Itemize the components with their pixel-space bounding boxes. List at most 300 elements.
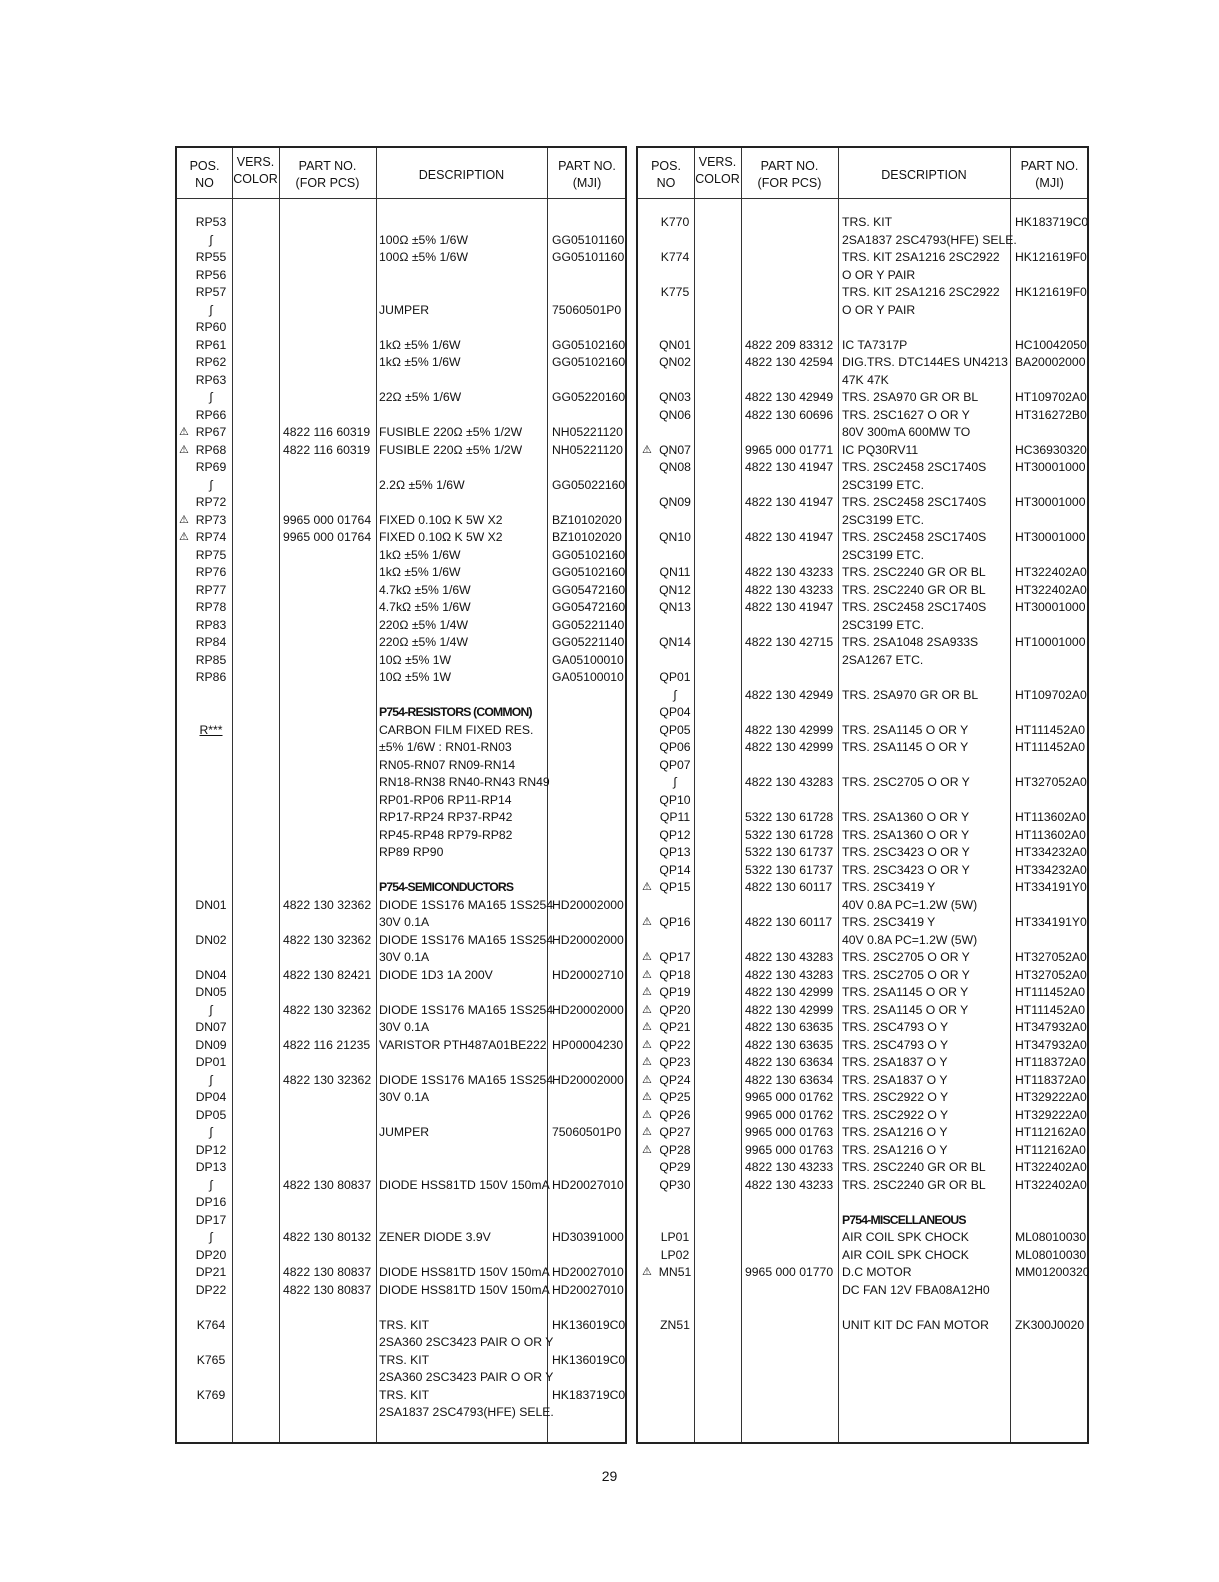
pos-cell: QP04: [659, 705, 691, 719]
pos-cell: ∫: [209, 1177, 213, 1192]
part-no-mji-cell: HD20027010: [552, 1265, 624, 1279]
part-no-mji-cell: HC36930320: [1015, 442, 1087, 457]
part-no-mji-cell: ML08010030: [1015, 1247, 1087, 1262]
table-row: [177, 407, 625, 425]
part-no-cell: 4822 116 60319: [283, 442, 371, 457]
part-no-cell: 5322 130 61728: [745, 827, 834, 842]
pos-cell: QN10: [659, 530, 691, 544]
table-row: [638, 547, 1087, 565]
table-row: [177, 1124, 625, 1142]
part-no-cell: 4822 130 42999: [745, 1002, 834, 1017]
pos-cell: RP78: [195, 600, 227, 614]
part-no-mji-cell: HK121619F0: [1015, 285, 1087, 299]
description-cell: TRS. 2SC3423 O OR Y: [842, 845, 970, 859]
description-cell: DIG.TRS. DTC144ES UN4213: [842, 355, 1008, 369]
warning-icon: ⚠: [179, 426, 189, 438]
part-no-cell: 5322 130 61737: [745, 862, 834, 877]
description-cell: TRS. 2SA1145 O OR Y: [842, 722, 969, 737]
table-row: [177, 337, 625, 355]
table-row: [638, 704, 1087, 722]
part-no-mji-cell: HT30001000: [1015, 600, 1086, 614]
pos-cell: DP12: [195, 1142, 227, 1157]
description-cell: 2SA360 2SC3423 PAIR O OR Y: [379, 1370, 554, 1384]
table-row: [638, 529, 1087, 547]
part-no-mji-cell: HK183719C0: [1015, 215, 1089, 229]
table-row: [638, 1247, 1087, 1265]
description-cell: RN05-RN07 RN09-RN14: [379, 757, 516, 772]
pos-cell: ∫: [209, 477, 213, 492]
description-cell: 100Ω ±5% 1/6W: [379, 250, 468, 264]
description-cell: TRS. 2SA1145 O OR Y: [842, 985, 969, 999]
description-cell: RN18-RN38 RN40-RN43 RN49: [379, 775, 550, 789]
table-row: [638, 1089, 1087, 1107]
table-row: [638, 477, 1087, 495]
table-row: [177, 1037, 625, 1055]
part-no-mji-cell: HT30001000: [1015, 530, 1086, 544]
pos-cell: K774: [660, 250, 690, 264]
table-row: [177, 984, 625, 1002]
pos-cell: ∫: [673, 775, 677, 789]
description-cell: TRS. 2SA1837 O Y: [842, 1072, 948, 1087]
description-cell: TRS. 2SC2240 GR OR BL: [842, 582, 986, 597]
pos-cell: RP61: [195, 337, 227, 352]
table-row: [177, 669, 625, 687]
pos-cell: QP18: [659, 967, 691, 982]
part-no-mji-cell: HK121619F0: [1015, 250, 1087, 264]
part-no-mji-cell: GG05102160: [552, 355, 626, 369]
table-row: [638, 722, 1087, 740]
pos-cell: QP25: [659, 1090, 691, 1104]
table-row: [177, 1212, 625, 1230]
pos-cell: QP16: [659, 915, 691, 929]
description-cell: CARBON FILM FIXED RES.: [379, 722, 534, 737]
description-cell: TRS. 2SC2458 2SC1740S: [842, 600, 987, 614]
table-row: [177, 1054, 625, 1072]
part-no-cell: 4822 130 43233: [745, 582, 834, 597]
table-row: [638, 1212, 1087, 1230]
pos-cell: ∫: [673, 687, 677, 702]
table-row: [177, 494, 625, 512]
pos-cell: RP57: [195, 285, 227, 299]
table-row: [177, 1247, 625, 1265]
table-row: [638, 372, 1087, 390]
pos-cell: QN13: [659, 600, 691, 614]
description-cell: RP45-RP48 RP79-RP82: [379, 827, 513, 842]
warning-icon: ⚠: [642, 881, 652, 893]
table-row: [177, 757, 625, 775]
description-cell: TRS. 2SC2458 2SC1740S: [842, 495, 987, 509]
table-row: [177, 879, 625, 897]
description-cell: UNIT KIT DC FAN MOTOR: [842, 1317, 989, 1332]
part-no-cell: 4822 130 32362: [283, 1002, 372, 1017]
table-row: [638, 932, 1087, 950]
pos-cell: QP11: [659, 810, 691, 824]
table-row: [638, 599, 1087, 617]
pos-cell: QP22: [659, 1037, 691, 1052]
part-no-mji-cell: BZ10102020: [552, 512, 622, 527]
part-no-mji-cell: ML08010030: [1015, 1230, 1087, 1244]
pos-cell: K765: [196, 1352, 226, 1367]
warning-icon: ⚠: [642, 1056, 652, 1068]
description-cell: 2SA1267 ETC.: [842, 652, 924, 667]
pos-cell: RP63: [195, 372, 227, 387]
part-no-cell: 4822 130 42999: [745, 722, 834, 737]
description-cell: TRS. 2SA1837 O Y: [842, 1055, 948, 1069]
table-row: [177, 1282, 625, 1300]
pos-cell: DP05: [195, 1107, 227, 1122]
part-no-cell: 9965 000 01764: [283, 530, 372, 544]
pos-cell: RP53: [195, 215, 227, 229]
part-no-mji-cell: HC10042050: [1015, 337, 1087, 352]
pos-cell: QP12: [659, 827, 691, 842]
pos-cell: RP55: [195, 250, 227, 264]
part-no-mji-cell: HT111452A0: [1015, 1002, 1086, 1017]
table-row: [177, 722, 625, 740]
table-row: [177, 862, 625, 880]
table-row: [638, 267, 1087, 285]
parts-table-right: [636, 146, 1089, 1444]
description-cell: RP17-RP24 RP37-RP42: [379, 810, 513, 824]
part-no-mji-cell: GA05100010: [552, 670, 624, 684]
table-row: [638, 879, 1087, 897]
table-row: [177, 1177, 625, 1195]
part-no-mji-cell: GG05220160: [552, 390, 626, 404]
part-no-mji-cell: HT322402A0: [1015, 1160, 1087, 1174]
header-part-no-mji: PART NO. (MJI): [1020, 159, 1079, 190]
pos-cell: RP86: [195, 670, 227, 684]
part-no-cell: 9965 000 01763: [745, 1125, 834, 1139]
description-cell: AIR COIL SPK CHOCK: [842, 1230, 969, 1244]
description-cell: DIODE 1SS176 MA165 1SS254: [379, 932, 554, 947]
table-row: [177, 704, 625, 722]
pos-cell: RP85: [195, 652, 227, 667]
description-cell: 220Ω ±5% 1/4W: [379, 635, 468, 649]
table-row: [177, 599, 625, 617]
table-row: [638, 809, 1087, 827]
pos-cell: DP21: [195, 1265, 227, 1279]
table-row: [638, 389, 1087, 407]
table-row: [638, 914, 1087, 932]
table-row: [177, 529, 625, 547]
part-no-mji-cell: GA05100010: [552, 652, 624, 667]
table-row: [638, 844, 1087, 862]
description-cell: JUMPER: [379, 1125, 430, 1139]
part-no-mji-cell: HD20002000: [552, 1072, 624, 1087]
description-cell: DIODE 1SS176 MA165 1SS254: [379, 897, 554, 912]
pos-cell: QP29: [659, 1160, 691, 1174]
part-no-mji-cell: HT113602A0: [1015, 810, 1086, 824]
part-no-cell: 4822 116 21235: [283, 1037, 371, 1052]
part-no-mji-cell: HT329222A0: [1015, 1090, 1087, 1104]
description-cell: P754-MISCELLANEOUS: [842, 1212, 966, 1227]
pos-cell: K764: [196, 1317, 226, 1332]
description-cell: TRS. 2SA1048 2SA933S: [842, 635, 979, 649]
part-no-mji-cell: BZ10102020: [552, 530, 622, 544]
part-no-cell: 4822 130 42999: [745, 985, 834, 999]
part-no-mji-cell: 75060501P0: [552, 1125, 622, 1139]
description-cell: FUSIBLE 220Ω ±5% 1/2W: [379, 425, 523, 439]
warning-icon: ⚠: [642, 1073, 652, 1086]
description-cell: DC FAN 12V FBA08A12H0: [842, 1282, 990, 1297]
description-cell: RP89 RP90: [379, 845, 444, 859]
part-no-mji-cell: GG05472160: [552, 600, 626, 614]
part-no-mji-cell: HT109702A0: [1015, 390, 1087, 404]
part-no-mji-cell: GG05221140: [552, 635, 625, 649]
pos-cell: QP07: [659, 757, 691, 772]
description-cell: 30V 0.1A: [379, 1020, 430, 1034]
table-row: [177, 547, 625, 565]
table-row: [638, 984, 1087, 1002]
part-no-mji-cell: 75060501P0: [552, 302, 622, 317]
table-row: [638, 337, 1087, 355]
table-row: [638, 512, 1087, 530]
pos-cell: K775: [660, 285, 690, 299]
part-no-mji-cell: NH05221120: [552, 425, 623, 439]
part-no-cell: 9965 000 01762: [745, 1107, 834, 1122]
table-row: [177, 652, 625, 670]
part-no-mji-cell: HT347932A0: [1015, 1020, 1087, 1034]
description-cell: 30V 0.1A: [379, 915, 430, 929]
pos-cell: LP02: [660, 1247, 690, 1262]
description-cell: TRS. 2SC2240 GR OR BL: [842, 1177, 986, 1192]
description-cell: P754-RESISTORS (COMMON): [379, 705, 532, 719]
part-no-mji-cell: HD20002000: [552, 932, 624, 947]
description-cell: 220Ω ±5% 1/4W: [379, 617, 468, 632]
table-row: [177, 354, 625, 372]
description-cell: TRS. 2SA1145 O OR Y: [842, 1002, 969, 1017]
table-row: [638, 1124, 1087, 1142]
pos-cell: ∫: [209, 1230, 213, 1244]
pos-cell: QN02: [659, 355, 691, 369]
table-row: [177, 564, 625, 582]
header-pos-no: POS. NO: [189, 159, 220, 190]
table-row: [638, 1072, 1087, 1090]
pos-cell: RP56: [195, 267, 227, 282]
part-no-mji-cell: GG05472160: [552, 582, 626, 597]
part-no-mji-cell: HD20002000: [552, 1002, 624, 1017]
description-cell: TRS. 2SC3419 Y: [842, 915, 936, 929]
table-row: [638, 424, 1087, 442]
header-description: DESCRIPTION: [881, 167, 967, 182]
pos-cell: DN09: [195, 1037, 227, 1052]
table-row: [177, 372, 625, 390]
description-cell: D.C MOTOR: [842, 1265, 912, 1279]
table-row: [638, 302, 1087, 320]
description-cell: 100Ω ±5% 1/6W: [379, 232, 468, 247]
pos-cell: MN51: [658, 1265, 692, 1279]
part-no-mji-cell: HT111452A0: [1015, 722, 1086, 737]
part-no-mji-cell: HK136019C0: [552, 1317, 626, 1332]
description-cell: TRS. 2SA1360 O OR Y: [842, 827, 970, 842]
part-no-cell: 9965 000 01770: [745, 1265, 834, 1279]
table-row: [177, 459, 625, 477]
table-row: [177, 214, 625, 232]
description-cell: FIXED 0.10Ω K 5W X2: [379, 512, 503, 527]
table-row: [177, 792, 625, 810]
pos-cell: QP30: [659, 1177, 691, 1192]
description-cell: 40V 0.8A PC=1.2W (5W): [842, 932, 978, 947]
table-row: [638, 1317, 1087, 1335]
warning-icon: ⚠: [642, 1021, 652, 1033]
header-description: DESCRIPTION: [418, 167, 505, 182]
table-row: [177, 1264, 625, 1282]
description-cell: TRS. 2SC2240 GR OR BL: [842, 1160, 986, 1174]
description-cell: 30V 0.1A: [379, 1090, 430, 1104]
description-cell: DIODE HSS81TD 150V 150mA: [379, 1265, 550, 1279]
header-vers-color: VERS. COLOR: [695, 155, 740, 186]
part-no-mji-cell: NH05221120: [552, 442, 623, 457]
pos-cell: QN11: [659, 565, 691, 579]
description-cell: TRS. 2SC2922 O Y: [842, 1107, 949, 1122]
pos-cell: QP20: [659, 1002, 691, 1017]
part-no-mji-cell: HD20002710: [552, 967, 624, 982]
pos-cell: QP17: [659, 950, 691, 964]
table-row: [177, 442, 625, 460]
table-row: [177, 897, 625, 915]
table-row: [638, 757, 1087, 775]
part-no-mji-cell: HD20027010: [552, 1282, 624, 1297]
table-row: [638, 617, 1087, 635]
description-cell: 80V 300mA 600MW TO: [842, 425, 971, 439]
part-no-mji-cell: HT112162A0: [1015, 1142, 1086, 1157]
part-no-cell: 4822 130 41947: [745, 600, 834, 614]
part-no-mji-cell: GG05101160: [552, 250, 625, 264]
pos-cell: LP01: [660, 1230, 690, 1244]
table-row: [177, 1369, 625, 1387]
part-no-cell: 4822 130 80132: [283, 1230, 372, 1244]
description-cell: TRS. 2SC1627 O OR Y: [842, 407, 970, 422]
pos-cell: ∫: [209, 1072, 213, 1087]
part-no-mji-cell: GG05102160: [552, 337, 626, 352]
part-no-mji-cell: GG05221140: [552, 617, 625, 632]
part-no-mji-cell: HT334232A0: [1015, 845, 1087, 859]
header-part-no: PART NO. (FOR PCS): [757, 159, 822, 190]
table-row: [638, 582, 1087, 600]
description-cell: 2SC3199 ETC.: [842, 477, 924, 492]
part-no-cell: 4822 130 60117: [745, 915, 833, 929]
pos-cell: DP13: [195, 1160, 227, 1174]
description-cell: VARISTOR PTH487A01BE222: [379, 1037, 547, 1052]
part-no-cell: 4822 130 41947: [745, 495, 834, 509]
pos-cell: ∫: [209, 232, 213, 247]
description-cell: DIODE HSS81TD 150V 150mA: [379, 1177, 550, 1192]
part-no-cell: 4822 130 80837: [283, 1177, 372, 1192]
description-cell: 1kΩ ±5% 1/6W: [379, 355, 461, 369]
description-cell: TRS. 2SA1145 O OR Y: [842, 740, 969, 754]
part-no-mji-cell: HD20027010: [552, 1177, 624, 1192]
table-row: [177, 1299, 625, 1317]
table-row: [638, 1229, 1087, 1247]
pos-cell: QN09: [659, 495, 691, 509]
description-cell: JUMPER: [379, 302, 430, 317]
table-row: [638, 897, 1087, 915]
description-cell: 2SC3199 ETC.: [842, 617, 924, 632]
pos-cell: RP68: [195, 442, 227, 457]
description-cell: ZENER DIODE 3.9V: [379, 1230, 491, 1244]
pos-cell: QP13: [659, 845, 691, 859]
description-cell: TRS. 2SA1216 O Y: [842, 1125, 948, 1139]
part-no-cell: 5322 130 61737: [745, 845, 834, 859]
part-no-mji-cell: HT316272B0: [1015, 407, 1087, 422]
description-cell: DIODE HSS81TD 150V 150mA: [379, 1282, 550, 1297]
warning-icon: ⚠: [642, 1038, 652, 1051]
part-no-cell: 4822 130 43283: [745, 775, 834, 789]
part-no-mji-cell: GG05022160: [552, 477, 626, 492]
description-cell: TRS. KIT 2SA1216 2SC2922: [842, 250, 1000, 264]
description-cell: RP01-RP06 RP11-RP14: [379, 792, 512, 807]
part-no-mji-cell: HT329222A0: [1015, 1107, 1087, 1122]
table-row: [177, 949, 625, 967]
pos-cell: QP01: [659, 670, 691, 684]
description-cell: TRS. 2SC2458 2SC1740S: [842, 460, 987, 474]
description-cell: FUSIBLE 220Ω ±5% 1/2W: [379, 442, 523, 457]
pos-cell: RP84: [195, 635, 227, 649]
table-row: [638, 494, 1087, 512]
warning-icon: ⚠: [642, 968, 652, 981]
part-no-cell: 4822 130 43283: [745, 950, 834, 964]
table-row: [638, 1177, 1087, 1195]
table-row: [638, 1054, 1087, 1072]
part-no-cell: 4822 130 43233: [745, 1160, 834, 1174]
part-no-cell: 4822 130 63635: [745, 1020, 834, 1034]
description-cell: 10Ω ±5% 1W: [379, 670, 452, 684]
part-no-cell: 4822 130 60117: [745, 880, 833, 894]
part-no-cell: 4822 130 41947: [745, 460, 834, 474]
table-row: [177, 1352, 625, 1370]
pos-cell: ∫: [209, 302, 213, 317]
part-no-cell: 4822 130 80837: [283, 1265, 372, 1279]
table-row: [638, 687, 1087, 705]
pos-cell: DN01: [195, 897, 227, 912]
pos-cell: QP28: [659, 1142, 691, 1157]
table-row: [177, 1019, 625, 1037]
table-row: [638, 232, 1087, 250]
description-cell: IC TA7317P: [842, 337, 908, 352]
part-no-cell: 4822 130 42594: [745, 355, 834, 369]
description-cell: O OR Y PAIR: [842, 302, 916, 317]
description-cell: 4.7kΩ ±5% 1/6W: [379, 600, 471, 614]
description-cell: TRS. 2SA970 GR OR BL: [842, 687, 979, 702]
part-no-cell: 4822 130 43233: [745, 565, 834, 579]
description-cell: IC PQ30RV11: [842, 442, 919, 457]
pos-cell: RP76: [195, 565, 227, 579]
part-no-mji-cell: HK183719C0: [552, 1387, 626, 1402]
pos-cell: RP62: [195, 355, 227, 369]
description-cell: 40V 0.8A PC=1.2W (5W): [842, 897, 978, 912]
description-cell: 4.7kΩ ±5% 1/6W: [379, 582, 471, 597]
warning-icon: ⚠: [642, 443, 652, 456]
table-row: [638, 634, 1087, 652]
part-no-cell: 4822 116 60319: [283, 425, 371, 439]
table-row: [638, 249, 1087, 267]
part-no-cell: 9965 000 01771: [745, 442, 834, 457]
part-no-mji-cell: HT111452A0: [1015, 740, 1086, 754]
description-cell: TRS. 2SC2705 O OR Y: [842, 950, 970, 964]
part-no-mji-cell: GG05101160: [552, 232, 625, 247]
table-row: [177, 1002, 625, 1020]
part-no-mji-cell: HT112162A0: [1015, 1125, 1086, 1139]
warning-icon: ⚠: [642, 1003, 652, 1016]
pos-cell: QP24: [659, 1072, 691, 1087]
part-no-mji-cell: HD20002000: [552, 897, 624, 912]
table-row: [638, 1264, 1090, 1282]
table-row: [638, 669, 1087, 687]
part-no-cell: 4822 130 42715: [745, 635, 834, 649]
description-cell: TRS. 2SC2922 O Y: [842, 1090, 949, 1104]
pos-cell: RP83: [195, 617, 227, 632]
table-row: [177, 1387, 625, 1405]
pos-cell: RP72: [195, 495, 227, 509]
